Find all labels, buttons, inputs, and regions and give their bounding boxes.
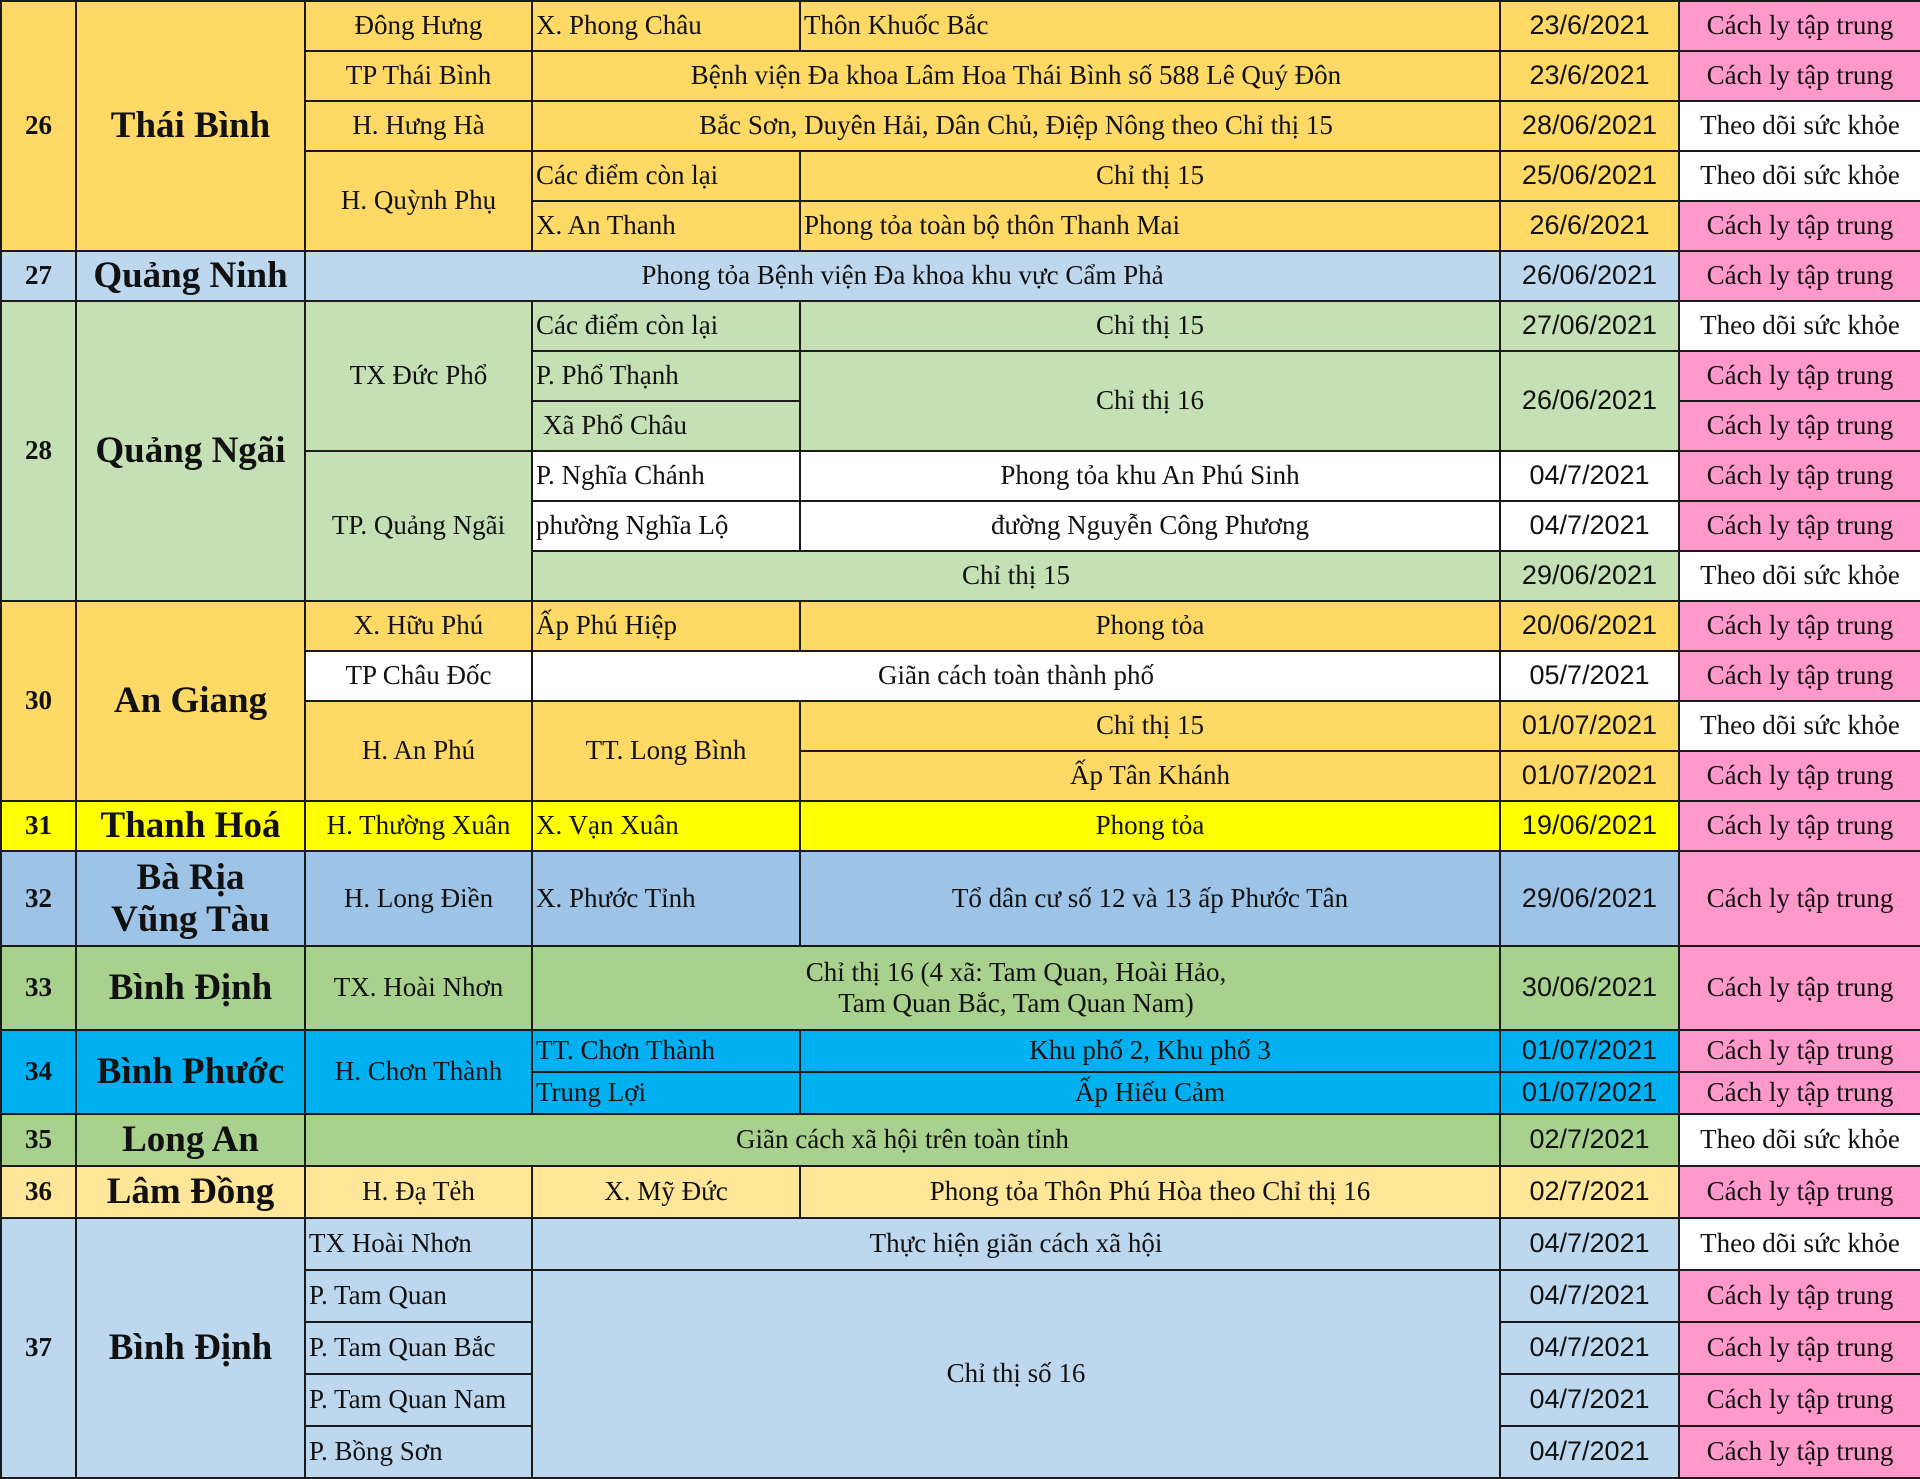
date-cell: 25/06/2021 [1500,151,1679,201]
district-cell: X. Hữu Phú [305,601,532,651]
status-cell: Cách ly tập trung [1679,251,1920,301]
status-cell: Cách ly tập trung [1679,1426,1920,1478]
date-cell: 01/07/2021 [1500,1072,1679,1114]
commune-cell: X. An Thanh [532,201,800,251]
status-cell: Cách ly tập trung [1679,946,1920,1030]
commune-cell: P. Phổ Thạnh [532,351,800,401]
commune-cell: phường Nghĩa Lộ [532,501,800,551]
detail-line-2: Tam Quan Bắc, Tam Quan Nam) [838,988,1194,1018]
date-cell: 30/06/2021 [1500,946,1679,1030]
date-cell: 29/06/2021 [1500,851,1679,946]
commune-cell: TT. Long Bình [532,701,800,801]
detail-cell: Bắc Sơn, Duyên Hải, Dân Chủ, Điệp Nông theo Chỉ thị 15 [532,101,1500,151]
detail-cell: Chỉ thị 15 [800,301,1500,351]
date-cell: 26/6/2021 [1500,201,1679,251]
province-name: Long An [76,1114,305,1166]
table-row [1,946,1920,1030]
commune-cell: Các điểm còn lại [532,151,800,201]
province-name: Quảng Ngãi [76,301,305,601]
commune-cell: Ấp Phú Hiệp [532,601,800,651]
status-cell: Cách ly tập trung [1679,1030,1920,1072]
date-cell: 01/07/2021 [1500,751,1679,801]
row-number: 28 [1,301,76,601]
commune-cell: Trung Lợi [532,1072,800,1114]
district-cell: TX Đức Phổ [305,301,532,451]
province-name: An Giang [76,601,305,801]
district-cell: P. Tam Quan Bắc [305,1322,532,1374]
province-name: Thái Bình [76,1,305,251]
date-cell: 04/7/2021 [1500,1218,1679,1270]
row-number: 33 [1,946,76,1030]
date-cell: 01/07/2021 [1500,701,1679,751]
detail-cell: Giãn cách toàn thành phố [532,651,1500,701]
detail-cell: Phong tỏa toàn bộ thôn Thanh Mai [800,201,1500,251]
row-number: 32 [1,851,76,946]
status-cell: Cách ly tập trung [1679,1374,1920,1426]
commune-cell: P. Nghĩa Chánh [532,451,800,501]
province-name: Thanh Hoá [76,801,305,851]
province-name [76,851,305,946]
detail-line-1: Chỉ thị 16 (4 xã: Tam Quan, Hoài Hảo, [805,956,1227,987]
table-row [1,301,1920,351]
detail-cell: Chỉ thị 15 [800,151,1500,201]
status-cell: Theo dõi sức khỏe [1679,151,1920,201]
row-number: 35 [1,1114,76,1166]
status-cell: Cách ly tập trung [1679,1166,1920,1218]
province-name: Quảng Ninh [76,251,305,301]
row-number: 37 [1,1218,76,1478]
date-cell: 04/7/2021 [1500,1270,1679,1322]
detail-cell: Giãn cách xã hội trên toàn tỉnh [305,1114,1500,1166]
row-number: 34 [1,1030,76,1114]
table-row [1,1166,1920,1218]
detail-cell: Phong tỏa Thôn Phú Hòa theo Chỉ thị 16 [800,1166,1500,1218]
district-cell: H. Chơn Thành [305,1030,532,1114]
status-cell: Cách ly tập trung [1679,501,1920,551]
date-cell: 26/06/2021 [1500,351,1679,451]
status-cell: Cách ly tập trung [1679,1270,1920,1322]
table-row [1,801,1920,851]
date-cell: 04/7/2021 [1500,451,1679,501]
row-number: 26 [1,1,76,251]
status-cell: Cách ly tập trung [1679,751,1920,801]
commune-cell: Xã Phổ Châu [532,401,800,451]
table-row [1,1114,1920,1166]
row-number: 36 [1,1166,76,1218]
district-cell: P. Tam Quan Nam [305,1374,532,1426]
district-cell: TP Châu Đốc [305,651,532,701]
district-cell: TX. Hoài Nhơn [305,946,532,1030]
detail-cell: Phong tỏa khu An Phú Sinh [800,451,1500,501]
date-cell: 26/06/2021 [1500,251,1679,301]
detail-cell: Bệnh viện Đa khoa Lâm Hoa Thái Bình số 588 Lê Quý Đôn [532,51,1500,101]
detail-cell: Thôn Khuốc Bắc [800,1,1500,51]
commune-cell: X. Mỹ Đức [532,1166,800,1218]
status-cell: Cách ly tập trung [1679,451,1920,501]
commune-cell: X. Vạn Xuân [532,801,800,851]
commune-cell: X. Phước Tỉnh [532,851,800,946]
status-cell: Cách ly tập trung [1679,51,1920,101]
detail-cell: Phong tỏa Bệnh viện Đa khoa khu vực Cẩm Phả [305,251,1500,301]
date-cell: 02/7/2021 [1500,1114,1679,1166]
date-cell: 27/06/2021 [1500,301,1679,351]
province-line-1: Bà Rịa [136,857,245,899]
table-row [1,1030,1920,1072]
status-cell: Cách ly tập trung [1679,601,1920,651]
detail-cell: Chỉ thị số 16 [532,1270,1500,1478]
detail-cell [532,946,1500,1030]
table-row [1,1218,1920,1270]
status-cell: Theo dõi sức khỏe [1679,1114,1920,1166]
date-cell: 04/7/2021 [1500,1374,1679,1426]
district-cell: TX Hoài Nhơn [305,1218,532,1270]
status-cell: Theo dõi sức khỏe [1679,301,1920,351]
date-cell: 23/6/2021 [1500,51,1679,101]
detail-cell: Khu phố 2, Khu phố 3 [800,1030,1500,1072]
commune-cell: TT. Chơn Thành [532,1030,800,1072]
status-cell: Theo dõi sức khỏe [1679,551,1920,601]
status-cell: Theo dõi sức khỏe [1679,101,1920,151]
province-name: Bình Phước [76,1030,305,1114]
district-cell: H. Quỳnh Phụ [305,151,532,251]
status-cell: Cách ly tập trung [1679,801,1920,851]
province-line-2: Vũng Tàu [111,898,270,940]
status-cell: Cách ly tập trung [1679,1322,1920,1374]
status-cell: Cách ly tập trung [1679,851,1920,946]
date-cell: 02/7/2021 [1500,1166,1679,1218]
detail-cell: Chỉ thị 16 [800,351,1500,451]
status-cell: Theo dõi sức khỏe [1679,701,1920,751]
table-row [1,601,1920,651]
commune-cell: X. Phong Châu [532,1,800,51]
district-cell: H. Long Điền [305,851,532,946]
commune-cell: Các điểm còn lại [532,301,800,351]
detail-cell: Thực hiện giãn cách xã hội [532,1218,1500,1270]
date-cell: 04/7/2021 [1500,501,1679,551]
status-cell: Cách ly tập trung [1679,1072,1920,1114]
date-cell: 29/06/2021 [1500,551,1679,601]
detail-cell: Ấp Hiếu Cảm [800,1072,1500,1114]
detail-cell: đường Nguyễn Công Phương [800,501,1500,551]
province-name: Lâm Đồng [76,1166,305,1218]
date-cell: 05/7/2021 [1500,651,1679,701]
district-cell: H. Hưng Hà [305,101,532,151]
status-cell: Cách ly tập trung [1679,401,1920,451]
detail-cell: Tổ dân cư số 12 và 13 ấp Phước Tân [800,851,1500,946]
status-cell: Cách ly tập trung [1679,1,1920,51]
district-cell: Đông Hưng [305,1,532,51]
date-cell: 20/06/2021 [1500,601,1679,651]
district-cell: P. Bồng Sơn [305,1426,532,1478]
row-number: 30 [1,601,76,801]
detail-cell: Phong tỏa [800,601,1500,651]
status-cell: Theo dõi sức khỏe [1679,1218,1920,1270]
table-row [1,1,1920,51]
district-cell: H. An Phú [305,701,532,801]
detail-cell: Chỉ thị 15 [532,551,1500,601]
district-cell: H. Đạ Tẻh [305,1166,532,1218]
table-row [1,851,1920,946]
row-number: 27 [1,251,76,301]
status-cell: Cách ly tập trung [1679,651,1920,701]
date-cell: 04/7/2021 [1500,1426,1679,1478]
province-name: Bình Định [76,946,305,1030]
date-cell: 19/06/2021 [1500,801,1679,851]
row-number: 31 [1,801,76,851]
detail-cell: Ấp Tân Khánh [800,751,1500,801]
date-cell: 28/06/2021 [1500,101,1679,151]
district-cell: TP. Quảng Ngãi [305,451,532,601]
province-name: Bình Định [76,1218,305,1478]
date-cell: 01/07/2021 [1500,1030,1679,1072]
district-cell: H. Thường Xuân [305,801,532,851]
table-row [1,251,1920,301]
date-cell: 23/6/2021 [1500,1,1679,51]
status-cell: Cách ly tập trung [1679,351,1920,401]
district-cell: TP Thái Bình [305,51,532,101]
status-cell: Cách ly tập trung [1679,201,1920,251]
detail-cell: Chỉ thị 15 [800,701,1500,751]
detail-cell: Phong tỏa [800,801,1500,851]
district-cell: P. Tam Quan [305,1270,532,1322]
date-cell: 04/7/2021 [1500,1322,1679,1374]
